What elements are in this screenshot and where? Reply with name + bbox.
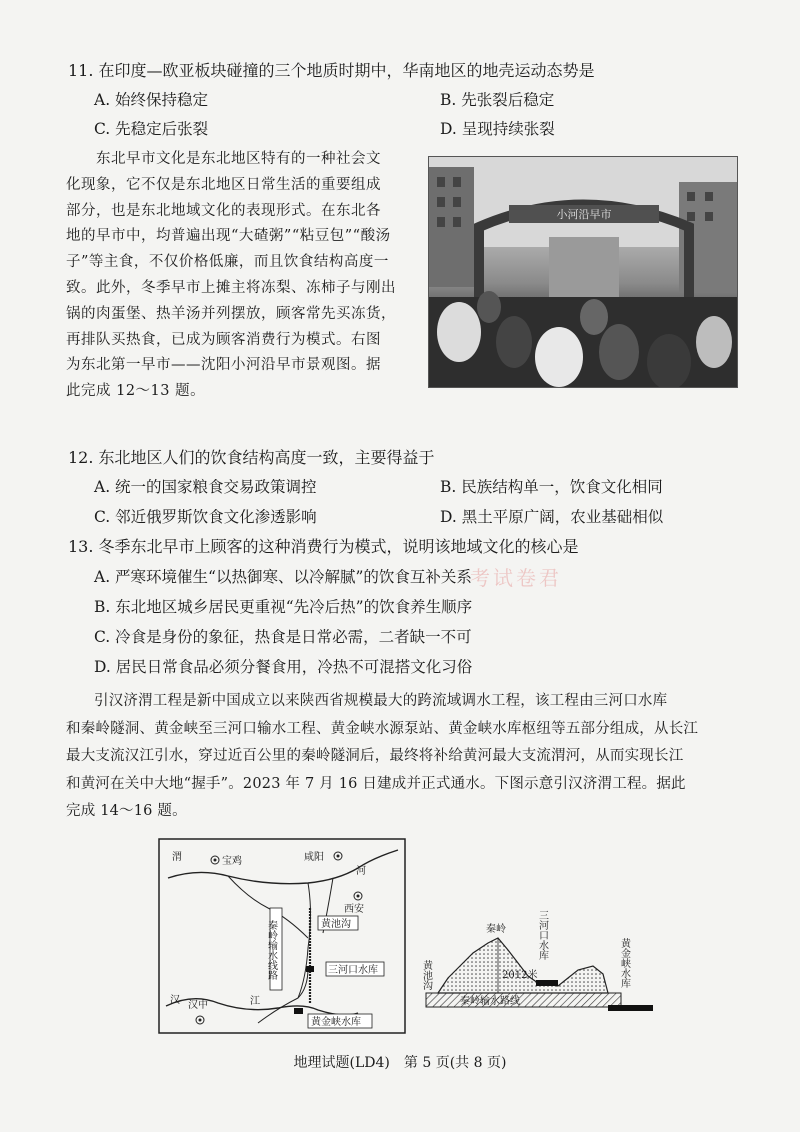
profile-qinling-label: 秦岭 bbox=[486, 924, 506, 935]
passage-line: 和秦岭隧洞、黄金峡至三河口输水工程、黄金峡水源泵站、黄金峡水库枢纽等五部分组成，从长江 bbox=[66, 720, 699, 737]
passage-line: 再排队买热食，已成为顾客消费行为模式。右图 bbox=[66, 331, 381, 348]
watermark: 考试卷君 bbox=[470, 566, 562, 590]
huangchigou-label: 黄池沟 bbox=[321, 919, 351, 930]
huangjinxia-reservoir-marker bbox=[294, 1008, 303, 1014]
passage-line: 最大支流汉江引水，穿过近百公里的秦岭隧洞后，最终将补给黄河最大支流渭河，从而实现长江 bbox=[66, 748, 684, 764]
question-12-option-b: B. 民族结构单一，饮食文化相同 bbox=[440, 478, 663, 496]
passage-line: 此完成 12～13 题。 bbox=[66, 383, 206, 400]
profile-huangjinxia-label: 黄金峡水库 bbox=[618, 938, 630, 988]
question-11-option-b: B. 先张裂后稳定 bbox=[440, 91, 555, 109]
passage-line: 引汉济渭工程是新中国成立以来陕西省规模最大的跨流域调水工程，该工程由三河口水库 bbox=[94, 693, 668, 709]
pipeline-label: 秦岭输水线路 bbox=[265, 920, 277, 980]
profile-sanhekou-label: 三河口水库 bbox=[536, 910, 548, 960]
passage-line: 部分，也是东北地域文化的表现形式。在东北各 bbox=[66, 202, 381, 219]
passage-line: 地的早市中，均普遍出现“大碴粥”“粘豆包”“酸汤 bbox=[66, 228, 391, 245]
sanhekou-profile-marker bbox=[536, 980, 558, 986]
sanhekou-label: 三河口水库 bbox=[328, 965, 378, 976]
passage-line: 致。此外，冬季早市上摊主将冻梨、冻柿子与刚出 bbox=[66, 279, 396, 296]
question-12-option-a: A. 统一的国家粮食交易政策调控 bbox=[94, 478, 317, 496]
tunnel-band bbox=[426, 993, 621, 1007]
question-11-option-c: C. 先稳定后张裂 bbox=[94, 120, 209, 138]
jiang-label: 江 bbox=[250, 996, 260, 1007]
passage-line: 子”等主食，不仅价格低廉，而且饮食结构高度一 bbox=[66, 254, 389, 271]
xianyang-label: 咸阳 bbox=[304, 852, 324, 863]
passage-line: 完成 14～16 题。 bbox=[66, 803, 187, 819]
tunnel-profile bbox=[418, 908, 658, 1028]
market-photo-illustration bbox=[429, 157, 737, 387]
he-label: 河 bbox=[356, 866, 366, 877]
tributary bbox=[298, 883, 311, 998]
market-photo bbox=[428, 156, 738, 388]
page-footer: 地理试题(LD4) 第 5 页(共 8 页) bbox=[293, 1055, 507, 1071]
question-12-stem: 12. 东北地区人们的饮食结构高度一致，主要得益于 bbox=[68, 448, 435, 467]
passage-line: 化现象，它不仅是东北地区日常生活的重要组成 bbox=[66, 176, 381, 193]
question-13-option-b: B. 东北地区城乡居民更重视“先冷后热”的饮食养生顺序 bbox=[94, 598, 473, 616]
question-11-stem: 11. 在印度—欧亚板块碰撞的三个地质时期中，华南地区的地壳运动态势是 bbox=[68, 61, 595, 80]
question-13-option-c: C. 冷食是身份的象征，热食是日常必需，二者缺一不可 bbox=[94, 628, 472, 646]
profile-elevation-label: 2012米 bbox=[502, 970, 538, 981]
sanhekou-reservoir-marker bbox=[306, 966, 314, 972]
question-13-stem: 13. 冬季东北早市上顾客的这种消费行为模式，说明该地域文化的核心是 bbox=[68, 537, 579, 556]
huangjinxia-profile-marker bbox=[608, 1005, 653, 1011]
qinling-mountain bbox=[438, 938, 608, 993]
passage-northeast-market bbox=[66, 147, 418, 405]
question-12-option-d: D. 黑土平原广阔，农业基础相似 bbox=[440, 508, 664, 526]
baoji-label: 宝鸡 bbox=[222, 856, 242, 867]
passage-line: 东北早市文化是东北地区特有的一种社会文 bbox=[96, 151, 381, 167]
passage-line: 为东北第一早市——沈阳小河沿早市景观图。据 bbox=[66, 357, 381, 374]
question-13-option-a: A. 严寒环境催生“以热御寒、以冷解腻”的饮食互补关系 bbox=[94, 568, 472, 586]
wei-label: 渭 bbox=[172, 852, 182, 863]
profile-tunnel-label: 秦岭输水路线 bbox=[460, 996, 520, 1007]
question-11-option-a: A. 始终保持稳定 bbox=[94, 91, 209, 109]
passage-line: 和黄河在关中大地“握手”。2023 年 7 月 16 日建成并正式通水。下图示意引汉济渭工程。据此 bbox=[66, 775, 686, 792]
huangjinxia-label: 黄金峡水库 bbox=[311, 1017, 361, 1028]
profile-huangchigou-label: 黄池沟 bbox=[420, 960, 432, 990]
market-sign: 小河沿早市 bbox=[556, 208, 612, 221]
xian-label: 西安 bbox=[344, 904, 364, 915]
han-label: 汉 bbox=[170, 995, 180, 1006]
hanzhong-label: 汉中 bbox=[188, 1000, 208, 1011]
question-13-option-d: D. 居民日常食品必须分餐食用，冷热不可混搭文化习俗 bbox=[94, 658, 473, 676]
question-12-option-c: C. 邻近俄罗斯饮食文化渗透影响 bbox=[94, 508, 317, 526]
passage-water-diversion bbox=[66, 688, 734, 826]
project-map bbox=[158, 838, 406, 1034]
passage-line: 锅的肉蛋堡、热羊汤并列摆放，顾客常先买冻货， bbox=[66, 305, 396, 322]
question-11-option-d: D. 呈现持续张裂 bbox=[440, 120, 555, 138]
